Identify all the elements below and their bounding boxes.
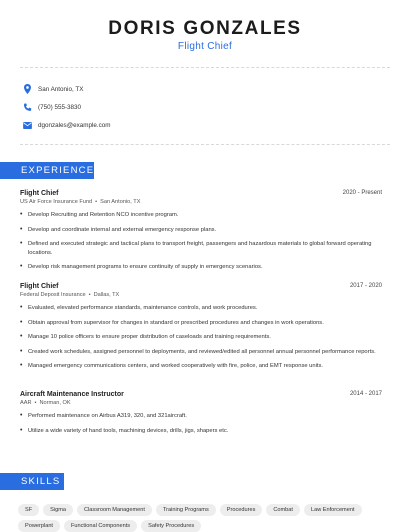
contact-location-text: San Antonio, TX (38, 85, 84, 93)
job-date: 2020 - Present (342, 190, 382, 196)
contact-divider (20, 144, 390, 145)
candidate-role: Flight Chief (177, 41, 233, 52)
job-bullet: • Created work schedules, assigned personnel to deployments, and reviewed/edited all personnel annual personnel performance reports. (20, 348, 382, 356)
job-bullet: • Develop Recruiting and Retention NCO incentive program. (20, 211, 382, 219)
job-bullet: • Develop risk management programs to ensure continuity of supply in emergency scenarios. (20, 263, 382, 271)
job-bullet: • Performed maintenance on Airbus A319, 320, and 321aircraft. (20, 412, 382, 420)
job-entry (20, 190, 382, 278)
job-bullet: • Evaluated, elevated performance standards, maintenance controls, and work procedures. (20, 304, 382, 312)
job-location: Norman, OK (39, 400, 71, 406)
header-divider (20, 67, 390, 68)
job-bullet: • Managed emergency communications centers, and worked cooperatively with fire, police, and EMT response units. (20, 362, 382, 370)
job-bullets (20, 304, 382, 371)
job-title: Flight Chief (20, 190, 59, 197)
job-entry (20, 283, 382, 377)
skill-chip: Safety Procedures (141, 520, 201, 532)
job-bullet: • Utilize a wide variety of hand tools, machining devices, drills, jigs, shapers etc. (20, 427, 382, 435)
skill-chip: Combat (266, 504, 300, 516)
skill-chip: Classroom Management (77, 504, 152, 516)
job-bullet: • Obtain approval from supervisor for changes in standard or prescribed procedures and changes in work operations. (20, 319, 382, 327)
job-location: San Antonio, TX (100, 199, 141, 205)
job-company-line: US Air Force Insurance Fund • San Antonio, TX (20, 199, 141, 205)
job-date: 2017 - 2020 (349, 283, 382, 289)
job-entry (20, 391, 382, 441)
job-location: Dallas, TX (93, 292, 120, 298)
skill-chip: Law Enforcement (304, 504, 362, 516)
job-bullet: • Manage 10 police officers to ensure proper distribution of caseloads and training requirements. (20, 333, 382, 341)
job-bullets (20, 211, 382, 272)
job-bullets (20, 412, 382, 435)
candidate-name: DORIS GONZALES (108, 18, 302, 39)
section-skills-heading: SKILLS (0, 473, 64, 490)
contact-email (22, 118, 111, 132)
job-date: 2014 - 2017 (349, 391, 382, 397)
contact-phone (22, 100, 81, 114)
section-experience-heading: EXPERIENCE (0, 162, 94, 179)
job-title: Flight Chief (20, 283, 59, 290)
job-company: US Air Force Insurance Fund (20, 199, 93, 205)
skill-chip: SF (18, 504, 39, 516)
location-pin-icon (22, 84, 32, 94)
skill-chip: Functional Components (64, 520, 137, 532)
skills-list (18, 504, 392, 532)
contact-phone-text: (750) 555-3830 (38, 103, 82, 111)
job-company: AAR (20, 400, 32, 406)
contact-email-text: dgonzales@example.com (38, 121, 111, 129)
skill-chip: Training Programs (156, 504, 216, 516)
phone-icon (22, 102, 32, 112)
job-company-line: AAR • Norman, OK (20, 400, 71, 406)
email-icon (22, 120, 32, 130)
skill-chip: Sigma (43, 504, 73, 516)
job-bullet: • Develop and coordinate internal and external emergency response plans. (20, 226, 382, 234)
skill-chip: Procedures (220, 504, 263, 516)
job-company-line: Federal Deposit Insurance • Dallas, TX (20, 292, 120, 298)
job-title: Aircraft Maintenance Instructor (20, 391, 124, 398)
job-company: Federal Deposit Insurance (20, 292, 86, 298)
skill-chip: Powerplant (18, 520, 60, 532)
job-bullet: • Defined and executed strategic and tactical plans to transport freight, passengers and hazardous materials to global forward operating locations. (20, 240, 382, 257)
contact-location (22, 82, 83, 96)
